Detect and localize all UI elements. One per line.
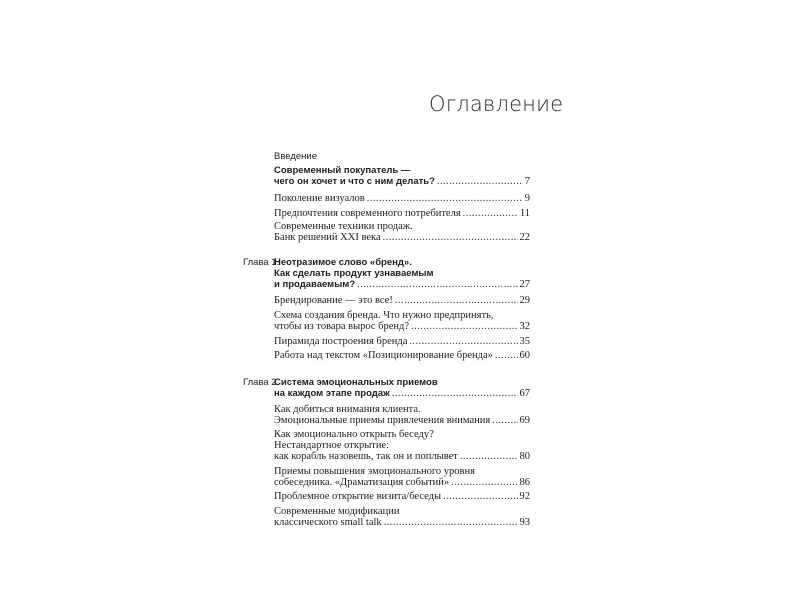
toc-item[interactable] <box>274 192 530 205</box>
toc-section0-line1: Современный покупатель — <box>274 165 411 176</box>
leader-dots <box>384 516 518 529</box>
toc-item-text: классического small talk <box>274 517 382 528</box>
chapter-2-label: Глава 2. <box>243 377 280 388</box>
toc-item[interactable] <box>274 490 530 503</box>
page-number: 9 <box>524 193 530 204</box>
leader-dots <box>411 320 517 333</box>
page-number: 22 <box>519 232 530 243</box>
leader-dots <box>357 278 517 291</box>
page-number: 7 <box>524 176 530 187</box>
toc-section0-line2: чего он хочет и что с ним делать? <box>274 176 435 187</box>
toc-item[interactable] <box>274 231 530 244</box>
leader-dots <box>367 192 523 205</box>
toc-section0-entry[interactable] <box>274 175 530 188</box>
leader-dots <box>460 450 518 463</box>
chapter-1-label: Глава 1. <box>243 257 280 268</box>
toc-item-line1: Приемы повышения эмоционального уровня <box>274 466 475 477</box>
toc-item-text: Эмоциональные приемы привлечения внимания <box>274 415 491 426</box>
page-title: Оглавление <box>429 92 564 116</box>
leader-dots <box>409 335 517 348</box>
chapter-2-entry[interactable] <box>274 387 530 400</box>
toc-item-text: Работа над текстом «Позиционирование бренда» <box>274 350 493 361</box>
leader-dots <box>492 414 517 427</box>
toc-item[interactable] <box>274 476 530 489</box>
toc-item-line1: Схема создания бренда. Что нужно предпринять, <box>274 310 494 321</box>
chapter-1-line1: Неотразимое слово «бренд». <box>274 257 412 268</box>
toc-item-text: чтобы из товара вырос бренд? <box>274 321 410 332</box>
toc-intro: Введение <box>274 151 318 162</box>
toc-item-text: Банк решений XXI века <box>274 232 381 243</box>
toc-item-text: Предпочтения современного потребителя <box>274 208 461 219</box>
chapter-1-entry[interactable] <box>274 278 530 291</box>
toc-item-line1: Как эмоционально открыть беседу? <box>274 429 434 440</box>
toc-item[interactable] <box>274 516 530 529</box>
toc-item[interactable] <box>274 335 530 348</box>
page-number: 69 <box>519 415 530 426</box>
leader-dots <box>395 294 518 307</box>
toc-item-line1: Современные модификации <box>274 506 400 517</box>
leader-dots <box>383 231 518 244</box>
page-number: 86 <box>519 477 530 488</box>
toc-item-line1: Современные техники продаж. <box>274 221 413 232</box>
page-number: 92 <box>519 491 530 502</box>
leader-dots <box>392 387 518 400</box>
page-number: 60 <box>519 350 530 361</box>
page-number: 27 <box>519 279 530 290</box>
page-number: 93 <box>519 517 530 528</box>
leader-dots <box>451 476 517 489</box>
chapter-2-line2: на каждом этапе продаж <box>274 388 390 399</box>
toc-item-text: Проблемное открытие визита/беседы <box>274 491 442 502</box>
toc-item-line1: Как добиться внимания клиента. <box>274 404 421 415</box>
toc-item-line2: Нестандартное открытие: <box>274 440 390 451</box>
toc-item[interactable] <box>274 207 530 220</box>
toc-item-text: Пирамида построения бренда <box>274 336 408 347</box>
toc-item[interactable] <box>274 349 530 362</box>
toc-item-text: Поколение визуалов <box>274 193 365 204</box>
leader-dots <box>463 207 518 220</box>
toc-item-text: собеседника. «Драматизация событий» <box>274 477 450 488</box>
toc-item-text: Брендирование — это все! <box>274 295 393 306</box>
chapter-1-line3: и продаваемым? <box>274 279 356 290</box>
toc-item[interactable] <box>274 414 530 427</box>
page-number: 35 <box>519 336 530 347</box>
leader-dots <box>437 175 523 188</box>
toc-item-text: как корабль назовешь, так он и поплывет <box>274 451 458 462</box>
page-number: 32 <box>519 321 530 332</box>
toc-item[interactable] <box>274 320 530 333</box>
chapter-1-line2: Как сделать продукт узнаваемым <box>274 268 434 279</box>
page-number: 67 <box>519 388 530 399</box>
leader-dots <box>443 490 517 503</box>
toc-item[interactable] <box>274 294 530 307</box>
page-number: 80 <box>519 451 530 462</box>
chapter-2-line1: Система эмоциональных приемов <box>274 377 438 388</box>
leader-dots <box>495 349 518 362</box>
page-number: 11 <box>519 208 530 219</box>
toc-item[interactable] <box>274 450 530 463</box>
page-number: 29 <box>519 295 530 306</box>
